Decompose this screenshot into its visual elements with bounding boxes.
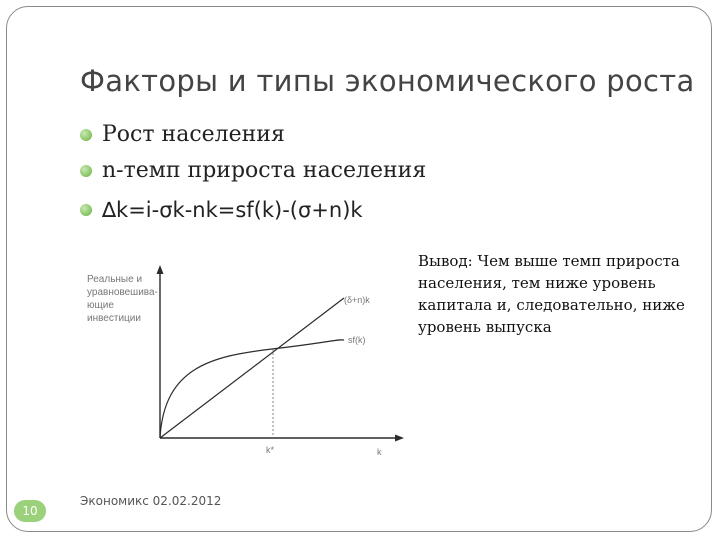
saving-curve — [160, 340, 344, 438]
curve-label: sf(k) — [348, 335, 366, 345]
page-number-badge: 10 — [14, 500, 46, 522]
footer-text: Экономикс 02.02.2012 — [80, 494, 222, 508]
bullet-item — [80, 118, 426, 152]
y-axis-arrow — [157, 265, 164, 274]
bullet-text: ∆k=i-σk-nk=sf(k)-(σ+n)k — [102, 198, 363, 222]
slide-title: Факторы и типы экономического роста — [80, 64, 695, 98]
y-axis-label-line: уравновешива- — [87, 287, 158, 298]
y-axis-label-line: ющие — [87, 300, 114, 311]
solow-diagram — [82, 262, 412, 462]
x-axis-arrow — [395, 435, 404, 442]
equilibrium-label: k* — [266, 445, 275, 455]
bullet-item — [80, 190, 426, 230]
line-label: (δ+n)k — [344, 295, 370, 305]
bullet-text: Рост населения — [102, 122, 285, 147]
break-even-line — [160, 298, 344, 438]
bullet-list — [80, 118, 426, 230]
y-axis-label-line: инвестиции — [87, 313, 141, 324]
x-axis-label: k — [377, 447, 382, 457]
bullet-icon — [80, 129, 92, 141]
bullet-text: n-темп прироста населения — [102, 158, 427, 183]
y-axis-label-line: Реальные и — [87, 274, 143, 285]
bullet-item — [80, 152, 426, 190]
bullet-icon — [80, 204, 92, 216]
bullet-icon — [80, 165, 92, 177]
conclusion-text: Вывод: Чем выше темп прироста населения, тем ниже уровень капитала и, следовательно, ниже уровень выпуска — [418, 252, 685, 336]
